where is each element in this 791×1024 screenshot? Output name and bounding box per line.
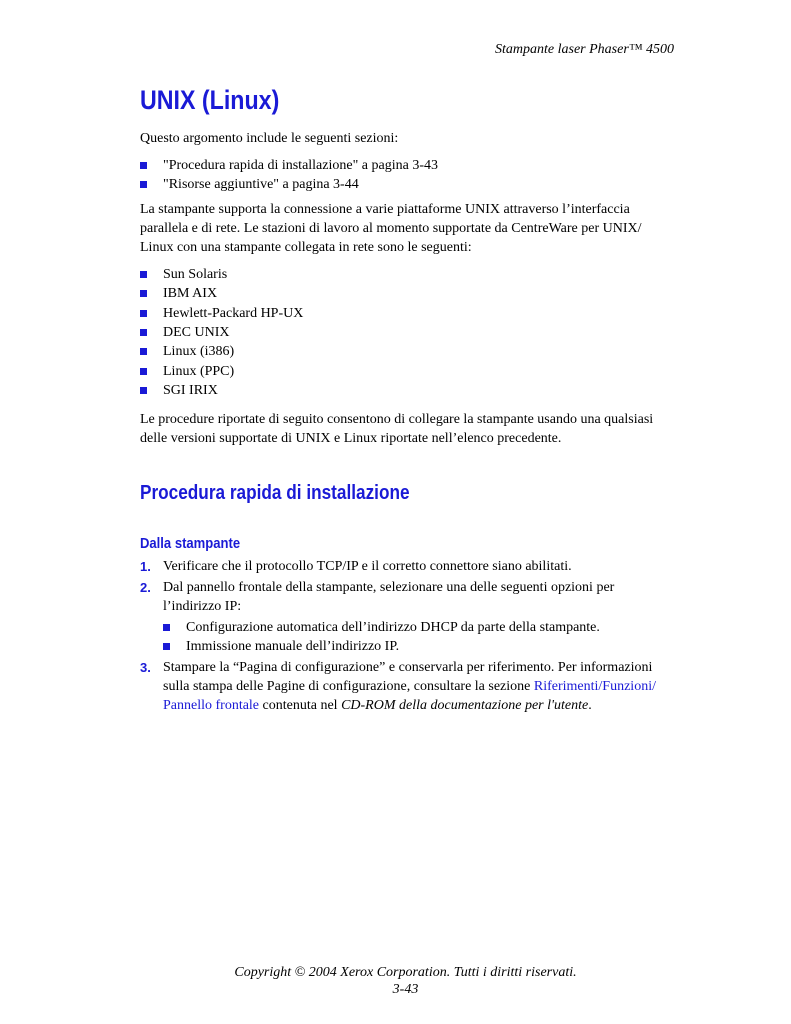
list-item (140, 284, 675, 303)
reference-link[interactable]: Riferimenti/Funzioni/ Pannello frontale (163, 679, 656, 714)
step-item (140, 557, 675, 576)
page-footer (0, 964, 791, 998)
platforms-list (140, 265, 675, 401)
square-bullet-icon (140, 162, 147, 169)
square-bullet-icon (140, 271, 147, 278)
step-text: Stampare la “Pagina di configurazione” e conservarla per riferimento. Per informazioni sulla stampa delle Pagine di configurazione, consultare la sezione (163, 660, 653, 695)
step-text: Verificare che il protocollo TCP/IP e il corretto connettore siano abilitati. (163, 558, 572, 574)
list-item (140, 175, 675, 194)
step-number: 1. (140, 558, 151, 574)
square-bullet-icon (140, 348, 147, 355)
copyright-notice: Copyright © 2004 Xerox Corporation. Tutti i diritti riservati. (234, 965, 577, 980)
square-bullet-icon (163, 643, 170, 650)
ip-options-list (163, 618, 675, 657)
list-item (140, 342, 675, 361)
platform-name: Hewlett-Packard HP-UX (163, 305, 304, 321)
platform-name: Linux (i386) (163, 344, 235, 360)
step-number: 3. (140, 660, 151, 676)
section-heading: Procedura rapida di installazione (140, 481, 410, 504)
list-item (140, 156, 675, 175)
list-item (140, 265, 675, 284)
step-text: contenuta nel (259, 698, 342, 714)
list-item (163, 618, 675, 637)
platform-name: IBM AIX (163, 286, 218, 302)
list-item (140, 381, 675, 400)
step-text: . (588, 698, 592, 714)
platform-name: Sun Solaris (163, 266, 228, 282)
square-bullet-icon (140, 290, 147, 297)
subsection-heading: Dalla stampante (140, 535, 241, 552)
square-bullet-icon (140, 181, 147, 188)
steps-list (140, 557, 675, 716)
square-bullet-icon (140, 329, 147, 336)
support-paragraph: La stampante supporta la connessione a varie piattaforme UNIX attraverso l’interfaccia parallela e di rete. Le stazioni di lavoro al momento supportate da CentreWare per UNIX/ Linux con una stampante collegata in rete sono le seguenti: (140, 201, 642, 255)
step-text: Dal pannello frontale della stampante, selezionare una delle seguenti opzioni per l’indirizzo IP: (163, 579, 615, 614)
page-content (140, 84, 675, 717)
ip-option: Configurazione automatica dell’indirizzo DHCP da parte della stampante. (186, 619, 600, 635)
platform-name: SGI IRIX (163, 383, 218, 399)
step-item (140, 658, 675, 715)
list-item (140, 362, 675, 381)
section-reference: "Risorse aggiuntive" a pagina 3-44 (163, 177, 359, 193)
platform-name: Linux (PPC) (163, 363, 235, 379)
list-item (140, 323, 675, 342)
list-item (163, 637, 675, 656)
step-item (140, 578, 675, 657)
page-number: 3-43 (392, 982, 419, 997)
sections-list (140, 156, 675, 195)
running-header: Stampante laser Phaser™ 4500 (495, 42, 674, 57)
procedures-paragraph: Le procedure riportate di seguito consentono di collegare la stampante usando una qualsiasi delle versioni supportate di UNIX e Linux riportate nell’elenco precedente. (140, 411, 654, 446)
step-number: 2. (140, 579, 151, 595)
platform-name: DEC UNIX (163, 325, 230, 341)
section-reference: "Procedura rapida di installazione" a pagina 3-43 (163, 158, 438, 173)
square-bullet-icon (140, 368, 147, 375)
square-bullet-icon (163, 624, 170, 631)
square-bullet-icon (140, 387, 147, 394)
list-item (140, 304, 675, 323)
ip-option: Immissione manuale dell’indirizzo IP. (186, 639, 400, 655)
square-bullet-icon (140, 310, 147, 317)
intro-text: Questo argomento include le seguenti sezioni: (140, 131, 399, 146)
page-title: UNIX (Linux) (140, 85, 280, 115)
cd-rom-title: CD-ROM della documentazione per l'utente (341, 698, 589, 714)
